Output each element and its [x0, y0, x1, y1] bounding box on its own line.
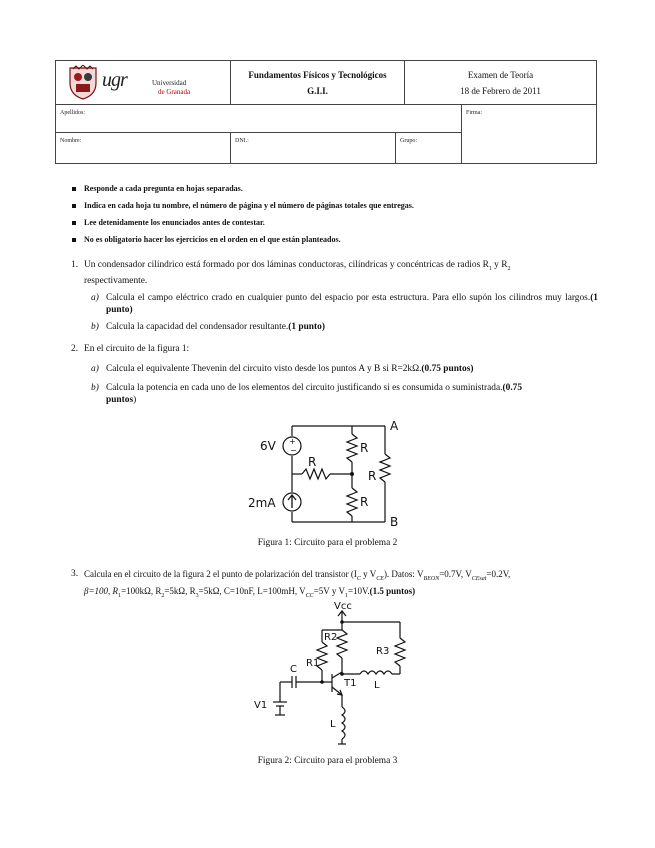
fig2-r1-label: R1 [306, 658, 320, 669]
p3-text: =10V. [347, 585, 370, 596]
p3-text: y V [360, 569, 377, 579]
problem1-part-b-points: (1 punto) [288, 322, 325, 332]
p3-sub-ic: C [356, 575, 361, 582]
exam-date: 18 de Febrero de 2011 [460, 86, 541, 96]
p3-text: ). Datos: V [383, 569, 424, 579]
fig2-l-vertical-label: L [330, 719, 336, 730]
junction-dot-icon [320, 680, 324, 684]
fig1-voltage-label: 6V [260, 439, 276, 453]
problem2-part-a-text: Calcula el equivalente Thevenin del circuito visto desde los puntos A y B si R=2kΩ. [106, 364, 422, 374]
problem2-part-b-points-word: puntos [106, 395, 134, 405]
problem1-part-a-points: (1 punto) [106, 293, 598, 315]
instructions-list [72, 184, 602, 252]
problem2-part-b-letter: b) [91, 383, 99, 393]
problem2-part-a-points: (0.75 puntos) [421, 364, 474, 374]
firma-label: Firma: [466, 110, 482, 116]
figure2-caption: Figura 2: Circuito para el problema 3 [257, 756, 398, 766]
exam-title: Examen de Teoría [467, 70, 534, 80]
problem1-part-a-letter: a) [91, 293, 99, 303]
fig2-t1-label: T1 [344, 678, 357, 689]
problem1-part-a-text: Calcula el campo eléctrico crado en cualquier punto del espacio por esta estructura. Para ello supón los cilindros muy largos. [106, 293, 591, 303]
p3-sub-vbe: BEON [423, 575, 440, 582]
problem1-part-a [106, 292, 598, 316]
problem2-part-b-points: (0.75 [502, 383, 523, 393]
problem1-statement [84, 259, 598, 287]
problem1-text-c: respectivamente. [84, 275, 148, 286]
figure1-caption: Figura 1: Circuito para el problema 2 [257, 538, 398, 548]
logo-cell [56, 61, 231, 105]
university-name-line1: Universidad [152, 79, 187, 87]
nombre-field[interactable] [56, 133, 231, 163]
p3-text: β=100, R [84, 585, 119, 596]
figure1-circuit [240, 416, 420, 531]
fig2-v1-label: V1 [254, 700, 268, 711]
p3-text: =100kΩ, R [121, 585, 162, 596]
dni-label: DNI.: [235, 138, 249, 144]
exam-header-table [55, 60, 597, 164]
course-title: Fundamentos Físicos y Tecnológicos [248, 70, 387, 80]
nombre-label: Nombre: [60, 138, 82, 144]
problem3-number: 3. [71, 569, 79, 579]
p3-sub-vcc: CC [305, 592, 314, 599]
fig1-r-horizontal: R [308, 455, 317, 469]
fig2-r2-label: R2 [324, 632, 338, 643]
problem2-part-b-text: Calcula la potencia en cada uno de los elementos del circuito justificando si es consumida o suministrada. [106, 383, 503, 393]
problem1-sub2: 2 [507, 265, 511, 272]
fig1-r-top: R [360, 441, 369, 455]
p3-sub-v1: 1 [344, 592, 348, 599]
fig1-r-bottom: R [360, 495, 369, 509]
p3-text: =5V y V [313, 585, 345, 596]
p3-text: =0.2V, [486, 569, 511, 579]
fig1-node-b: B [390, 515, 399, 529]
problem2-part-b [106, 382, 598, 406]
svg-text:+: + [289, 437, 296, 446]
p3-sub-vce: CE [376, 575, 384, 582]
apellidos-field[interactable] [56, 105, 462, 133]
p3-sub-r1: 1 [118, 592, 122, 599]
problem1-number: 1. [71, 260, 79, 270]
problem2-intro: En el circuito de la figura 1: [84, 344, 190, 354]
junction-dot-icon [340, 620, 344, 624]
svg-text:−: − [290, 446, 297, 455]
course-cell [231, 61, 405, 105]
problem3-points: (1.5 puntos) [369, 585, 416, 596]
instruction-item: Responde a cada pregunta en hojas separadas. [72, 184, 602, 201]
university-crest-icon [66, 65, 100, 101]
fig2-vcc-label: Vcc [334, 602, 352, 612]
university-name-line2: de Granada [158, 88, 191, 96]
fig1-current-label: 2mA [248, 496, 276, 510]
problem2-part-b-paren: ) [133, 395, 137, 405]
figure2-circuit [240, 602, 415, 747]
course-code: G.I.I. [307, 86, 328, 96]
problem1-part-b-letter: b) [91, 322, 99, 332]
fig2-c-label: C [290, 664, 297, 675]
exam-info-cell [405, 61, 596, 105]
problem2-part-a [106, 363, 598, 375]
junction-dot-icon [340, 672, 344, 676]
p3-sub-vcesat: CEsat [471, 575, 487, 582]
dni-field[interactable] [231, 133, 396, 163]
apellidos-label: Apellidos: [60, 110, 85, 116]
problem2-part-a-letter: a) [91, 364, 99, 374]
problem1-part-b [106, 321, 598, 333]
fig1-r-right: R [368, 469, 377, 483]
problem1-text-a: Un condensador cilíndrico está formado por dos láminas conductoras, cilíndricas y concéntricas de radios R [84, 260, 489, 270]
p3-sub-r3: 3 [195, 592, 199, 599]
current-arrow-icon [288, 495, 296, 508]
instruction-item: No es obligatorio hacer los ejercicios en el orden en el que están planteados. [72, 235, 602, 252]
junction-dot-icon [350, 472, 354, 476]
problem3-statement [84, 568, 604, 602]
fig2-r3-label: R3 [376, 646, 390, 657]
instruction-item: Lee detenidamente los enunciados antes de contestar. [72, 218, 602, 235]
ugr-logo-text: ugr [102, 69, 127, 91]
problem1-sub1: 1 [488, 265, 492, 272]
firma-field[interactable] [462, 105, 596, 163]
grupo-field[interactable] [396, 133, 462, 163]
problem2-number: 2. [71, 344, 79, 354]
p3-text: =0.7V, V [439, 569, 472, 579]
problem1-part-b-text: Calcula la capacidad del condensador resultante. [106, 322, 289, 332]
fig2-l-horizontal-label: L [374, 680, 380, 691]
problem1-text-b: y R [491, 260, 508, 270]
p3-text: =5kΩ, R [164, 585, 196, 596]
p3-sub-r2: 2 [161, 592, 165, 599]
p3-text: =5kΩ, C=10nF, L=100mH, V [198, 585, 306, 596]
grupo-label: Grupo: [400, 138, 417, 144]
p3-text: Calcula en el circuito de la figura 2 el punto de polarización del transistor (I [84, 569, 357, 579]
instruction-item: Indica en cada hoja tu nombre, el número de página y el número de páginas totales que entregas. [72, 201, 602, 218]
fig1-node-a: A [390, 419, 399, 433]
